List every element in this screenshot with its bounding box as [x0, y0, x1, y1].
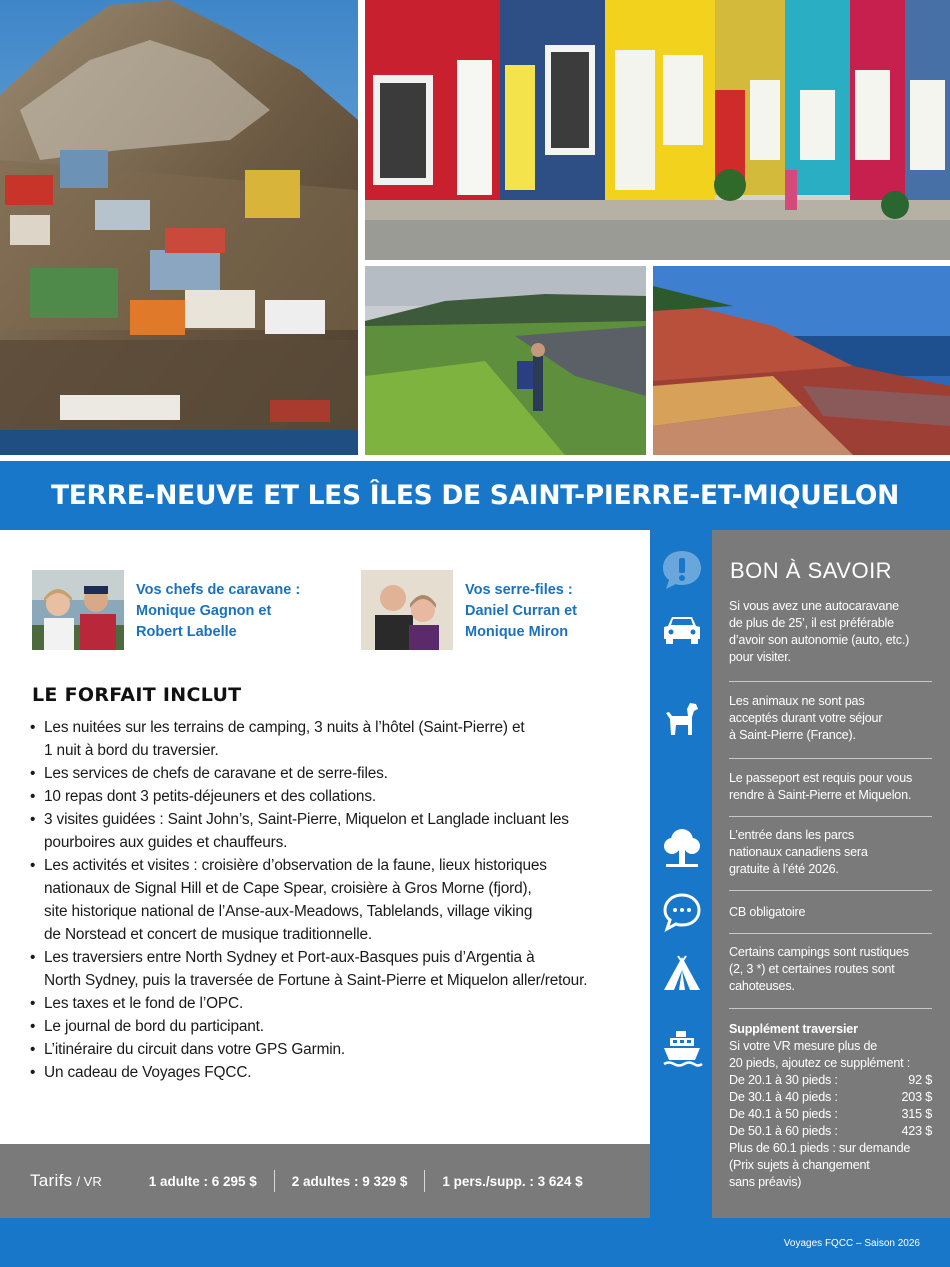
tarifs-label: Tarifs [30, 1171, 73, 1190]
info-divider [729, 933, 932, 934]
forfait-list [30, 716, 630, 1084]
forfait-item [30, 716, 630, 762]
info-item-autocaravane [729, 598, 932, 666]
forfait-line: • Le journal de bord du participant. [44, 1018, 264, 1035]
forfait-item [30, 992, 630, 1015]
info-item-parcs [729, 827, 932, 878]
info-line: de plus de 25’, il est préférable [729, 616, 894, 630]
page-title: TERRE-NEUVE ET LES ÎLES DE SAINT-PIERRE-ET-MIQUELON [50, 480, 900, 511]
supplement-outro: (Prix sujets à changement [729, 1158, 870, 1172]
supplement-range: De 20.1 à 30 pieds : [729, 1073, 838, 1087]
icon-column [650, 530, 712, 1218]
info-line: L’entrée dans les parcs [729, 828, 854, 842]
ferry-icon [660, 1027, 704, 1071]
forfait-line: • 3 visites guidées : Saint John’s, Saint-Pierre, Miquelon et Langlade incluant les [44, 811, 569, 828]
info-line: Certains campings sont rustiques [729, 945, 909, 959]
forfait-line: • 10 repas dont 3 petits-déjeuners et des collations. [44, 788, 377, 805]
forfait-line: de Norstead et concert de musique traditionnelle. [44, 926, 373, 943]
supplement-price: 92 $ [908, 1073, 932, 1087]
info-line: à Saint-Pierre (France). [729, 728, 856, 742]
supplement-row [729, 1072, 932, 1089]
supplement-range: De 40.1 à 50 pieds : [729, 1107, 838, 1121]
guide-chefs-caravane [32, 570, 316, 650]
info-line: nationaux canadiens sera [729, 845, 868, 859]
tarif-2-adultes: 2 adultes : 9 329 $ [291, 1173, 408, 1189]
forfait-line: 1 nuit à bord du traversier. [44, 742, 219, 759]
forfait-line: site historique national de l’Anse-aux-Meadows, Tablelands, village viking [44, 903, 533, 920]
forfait-line: • L’itinéraire du circuit dans votre GPS Garmin. [44, 1041, 346, 1058]
supplement-title: Supplément traversier [729, 1022, 858, 1036]
info-line: pour visiter. [729, 650, 791, 664]
forfait-line: • Les services de chefs de caravane et de serre-files. [44, 765, 388, 782]
info-item-passeport [729, 770, 932, 804]
bon-a-savoir-title: BON À SAVOIR [730, 558, 893, 583]
dog-icon [660, 697, 704, 741]
forfait-line: • Les activités et visites : croisière d’observation de la faune, lieux historiques [44, 857, 547, 874]
forfait-line: nationaux de Signal Hill et de Cape Spear, croisière à Gros Morne (fjord), [44, 880, 532, 897]
main-content [0, 530, 650, 1144]
serre-files-line: Daniel Curran et [465, 603, 577, 619]
supplement-intro: 20 pieds, ajoutez ce supplément : [729, 1056, 911, 1070]
title-band [0, 461, 950, 530]
chat-icon [660, 890, 704, 934]
info-item-supplement [729, 1021, 932, 1191]
supplement-outro: sans préavis) [729, 1175, 802, 1189]
forfait-item [30, 1015, 630, 1038]
chefs-text [136, 580, 316, 643]
forfait-line: North Sydney, puis la traversée de Fortune à Saint-Pierre et Miquelon aller/retour. [44, 972, 588, 989]
chefs-photo [32, 570, 124, 650]
info-divider [729, 1008, 932, 1009]
tarif-1-adulte: 1 adulte : 6 295 $ [148, 1173, 257, 1189]
supplement-row [729, 1106, 932, 1123]
guide-serre-files [361, 570, 645, 650]
tarifs-bar [0, 1144, 650, 1218]
tarif-pers-supp: 1 pers./supp. : 3 624 $ [442, 1173, 583, 1189]
forfait-item [30, 946, 630, 992]
info-line: (2, 3 *) et certaines routes sont [729, 962, 895, 976]
supplement-range: De 30.1 à 40 pieds : [729, 1090, 838, 1104]
info-divider [729, 758, 932, 759]
forfait-item [30, 785, 630, 808]
chefs-line: Robert Labelle [136, 624, 237, 640]
info-line: Les animaux ne sont pas [729, 694, 865, 708]
photo-red-cliffs [653, 266, 950, 455]
chefs-line: Monique Gagnon et [136, 603, 272, 619]
info-line: Le passeport est requis pour vous [729, 771, 913, 785]
forfait-line: • Les taxes et le fond de l’OPC. [44, 995, 244, 1012]
car-icon [660, 608, 704, 652]
photo-hiker-coast [365, 266, 646, 455]
info-line: cahoteuses. [729, 979, 795, 993]
forfait-item [30, 1038, 630, 1061]
footer-band [0, 1218, 950, 1267]
forfait-line: • Les nuitées sur les terrains de camping, 3 nuits à l’hôtel (Saint-Pierre) et [44, 719, 525, 736]
info-divider [729, 816, 932, 817]
footer-text: Voyages FQCC – Saison 2026 [783, 1238, 920, 1249]
supplement-price: 423 $ [901, 1124, 932, 1138]
serre-files-photo [361, 570, 453, 650]
supplement-price: 315 $ [901, 1107, 932, 1121]
supplement-intro: Si votre VR mesure plus de [729, 1039, 878, 1053]
photo-hillside-village [0, 0, 358, 455]
forfait-item [30, 1061, 630, 1084]
forfait-heading: LE FORFAIT INCLUT [32, 684, 242, 706]
info-line: acceptés durant votre séjour [729, 711, 883, 725]
forfait-item [30, 854, 630, 946]
info-divider [729, 681, 932, 682]
photo-colorful-houses [365, 0, 950, 260]
info-line: d’avoir son autonomie (auto, etc.) [729, 633, 910, 647]
chefs-line: Vos chefs de caravane : [136, 582, 301, 598]
forfait-line: • Un cadeau de Voyages FQCC. [44, 1064, 252, 1081]
info-icon [660, 548, 704, 592]
forfait-line: • Les traversiers entre North Sydney et Port-aux-Basques puis d’Argentia à [44, 949, 535, 966]
supplement-range: De 50.1 à 60 pieds : [729, 1124, 838, 1138]
bon-a-savoir-panel [712, 530, 950, 1218]
supplement-row [729, 1089, 932, 1106]
info-line: rendre à Saint-Pierre et Miquelon. [729, 788, 912, 802]
supplement-price: 203 $ [901, 1090, 932, 1104]
serre-files-line: Vos serre-files : [465, 582, 573, 598]
tent-icon [660, 952, 704, 996]
info-item-cb [729, 904, 932, 921]
info-item-campings [729, 944, 932, 995]
serre-files-line: Monique Miron [465, 624, 569, 640]
info-line: Si vous avez une autocaravane [729, 599, 899, 613]
tree-icon [660, 826, 704, 870]
forfait-item [30, 762, 630, 785]
serre-files-text [465, 580, 645, 643]
tarifs-unit: / VR [76, 1173, 102, 1189]
info-item-animaux [729, 693, 932, 744]
info-line: CB obligatoire [729, 905, 806, 919]
info-line: gratuite à l’été 2026. [729, 862, 839, 876]
supplement-row [729, 1123, 932, 1140]
supplement-outro: Plus de 60.1 pieds : sur demande [729, 1141, 911, 1155]
info-divider [729, 890, 932, 891]
forfait-line: pourboires aux guides et chauffeurs. [44, 834, 288, 851]
forfait-item [30, 808, 630, 854]
